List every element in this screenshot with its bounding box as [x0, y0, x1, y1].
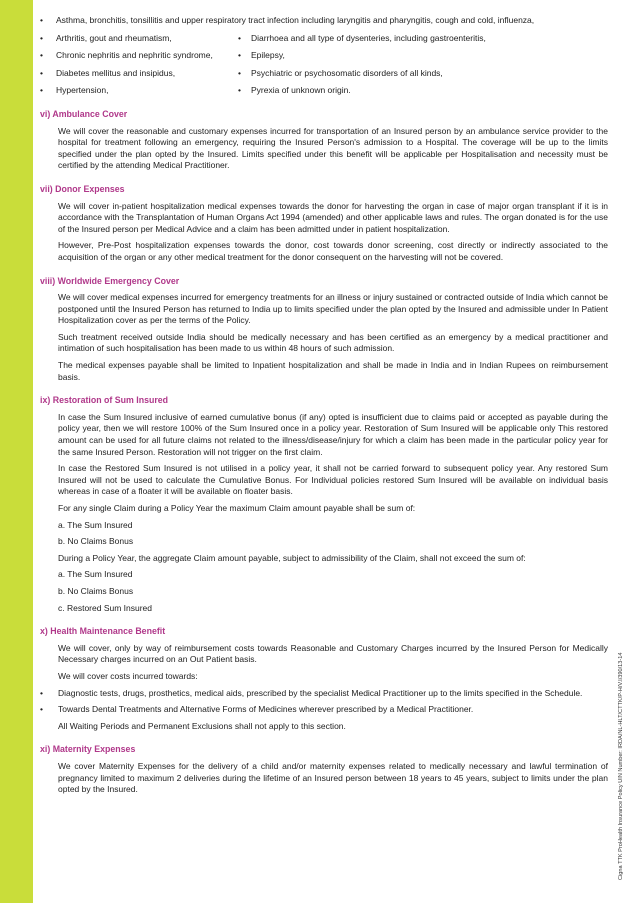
policy-uin-text: Cigna TTK ProHealth Insurance Policy UIN Number: IRDA/NL-HLT/CTTK/P-H/V.I/390/13-14	[618, 652, 624, 880]
list-item: c. Restored Sum Insured	[58, 602, 153, 613]
bullet-icon: •	[238, 32, 241, 43]
paragraph: Such treatment received outside India should be medically necessary and has been certified as an emergency by a medical practitioner and intimation of such hospitalisation has been made to us within 48 hours of such admission.	[58, 331, 608, 354]
bullet-icon: •	[40, 704, 43, 715]
paragraph: In case the Sum Insured inclusive of earned cumulative bonus (if any) opted is insufficient due to claims paid or accepted as payable during the policy year, then we will restore 100% of the Sum Insured once in a policy year. Restoration of Sum Insured will be applicable only This restored amount can be used for all future claims not related to the illness/disease/injury for which a claim has been made in the particular policy year for the same Insured Person. Restoration will not trigger on the first claim.	[58, 411, 608, 457]
section-heading-ambulance: vi) Ambulance Cover	[40, 108, 128, 119]
bullet-icon: •	[40, 67, 43, 78]
bullet-icon: •	[40, 687, 43, 698]
paragraph: In case the Restored Sum Insured is not utilised in a policy year, it shall not be carried forward to subsequent policy year. Any restored Sum Insured will not be used to calculate the Cumulative Bonus. For Individual policies restored Sum Insured will be available on individual basis whereas in case of a floater it will be available on floater basis.	[58, 463, 608, 497]
bullet-icon: •	[238, 85, 241, 96]
side-color-bar	[0, 0, 33, 903]
paragraph: We cover Maternity Expenses for the delivery of a child and/or maternity expenses related to medically necessary and lawful termination of pregnancy limited to maximum 2 deliveries during the lifetime of an Insured person between 18 years to 45 years, subject to limits under the plan opted by the Insured.	[58, 760, 608, 795]
paragraph: For any single Claim during a Policy Year the maximum Claim amount payable shall be sum of:	[58, 503, 416, 513]
paragraph: All Waiting Periods and Permanent Exclusions shall not apply to this section.	[58, 720, 346, 731]
section-heading-health-maintenance: x) Health Maintenance Benefit	[40, 626, 166, 637]
paragraph: We will cover in-patient hospitalization medical expenses towards the donor for harvesting the organ in case of major organ transplant if it is in accordance with the Transplantation of Human Organs Act 1994 (amended) and other applicable laws and rules. The organ donated is for the use of the Insured person per Medical Advice and a claim has been admitted under in patient hospitalization.	[58, 200, 608, 234]
paragraph: However, Pre-Post hospitalization expenses towards the donor, cost towards donor screening, cost directly or indirectly associated to the acquisition of the organ or any other medical treatment for the donor consequent on the harvesting will not be covered.	[58, 240, 608, 262]
bullet-icon: •	[40, 15, 43, 25]
paragraph: We will cover the reasonable and customary expenses incurred for transportation of an Insured person by an ambulance service provider to the hospital for treatment following an emergency, requiring the Insured Person's admission to a Hospital. The coverage will be up to the limits specified under the plan opted by the Insured. Limits specified under this benefit will be applicable per Hospitalisation and necessity must be certified by the attending Medical Practitioner.	[58, 125, 608, 171]
list-item: b. No Claims Bonus	[58, 536, 134, 547]
section-heading-restoration: ix) Restoration of Sum Insured	[40, 395, 169, 406]
bullet-item: • Towards Dental Treatments and Alternative Forms of Medicines wherever prescribed by a Medical Practitioner.	[40, 704, 474, 715]
paragraph: We will cover, only by way of reimbursement costs towards Reasonable and Customary Charges incurred by the Insured Person for Medically Necessary charges incurred on an Out Patient basis.	[58, 642, 608, 665]
bullet-icon: •	[40, 85, 43, 96]
section-heading-donor: vii) Donor Expenses	[40, 183, 125, 194]
paragraph: The medical expenses payable shall be limited to Inpatient hospitalization and shall be made in India and in Indian Rupees on reimbursement basis.	[58, 360, 608, 382]
document-body	[40, 15, 608, 801]
bullet-icon: •	[238, 67, 241, 78]
bullet-item: • Diagnostic tests, drugs, prosthetics, medical aids, prescribed by the specialist Medical Practitioner up to the limits specified in the Schedule.	[40, 687, 583, 698]
disease-item: • Asthma, bronchitis, tonsillitis and upper respiratory tract infection including laryngitis and pharyngitis, cough and cold, influenza,	[40, 15, 535, 25]
list-item: a. The Sum Insured	[58, 519, 133, 530]
list-item: b. No Claims Bonus	[58, 585, 134, 596]
paragraph: We will cover costs incurred towards:	[58, 670, 198, 681]
disease-row: • Chronic nephritis and nephritic syndrome, • Epilepsy,	[40, 50, 285, 61]
section-heading-worldwide: viii) Worldwide Emergency Cover	[40, 275, 180, 286]
disease-row: • Arthritis, gout and rheumatism, • Diarrhoea and all type of dysenteries, including gastroenteritis,	[40, 32, 486, 43]
paragraph: During a Policy Year, the aggregate Claim amount payable, subject to admissibility of the Claim, shall not exceed the sum of:	[58, 552, 526, 563]
bullet-icon: •	[40, 50, 43, 61]
list-item: a. The Sum Insured	[58, 569, 133, 580]
disease-row: • Hypertension, • Pyrexia of unknown origin.	[40, 85, 351, 96]
disease-row: • Diabetes mellitus and insipidus, • Psychiatric or psychosomatic disorders of all kinds,	[40, 67, 443, 78]
paragraph: We will cover medical expenses incurred for emergency treatments for an illness or injury sustained or contracted outside of India which cannot be postponed until the Insured Person has returned to India up to limits specified under the plan opted by the Insured and admissible under In Patient Hospitalization cover as per the terms of the Policy.	[58, 292, 608, 326]
bullet-icon: •	[238, 50, 241, 61]
bullet-icon: •	[40, 32, 43, 43]
section-heading-maternity: xi) Maternity Expenses	[40, 744, 136, 755]
